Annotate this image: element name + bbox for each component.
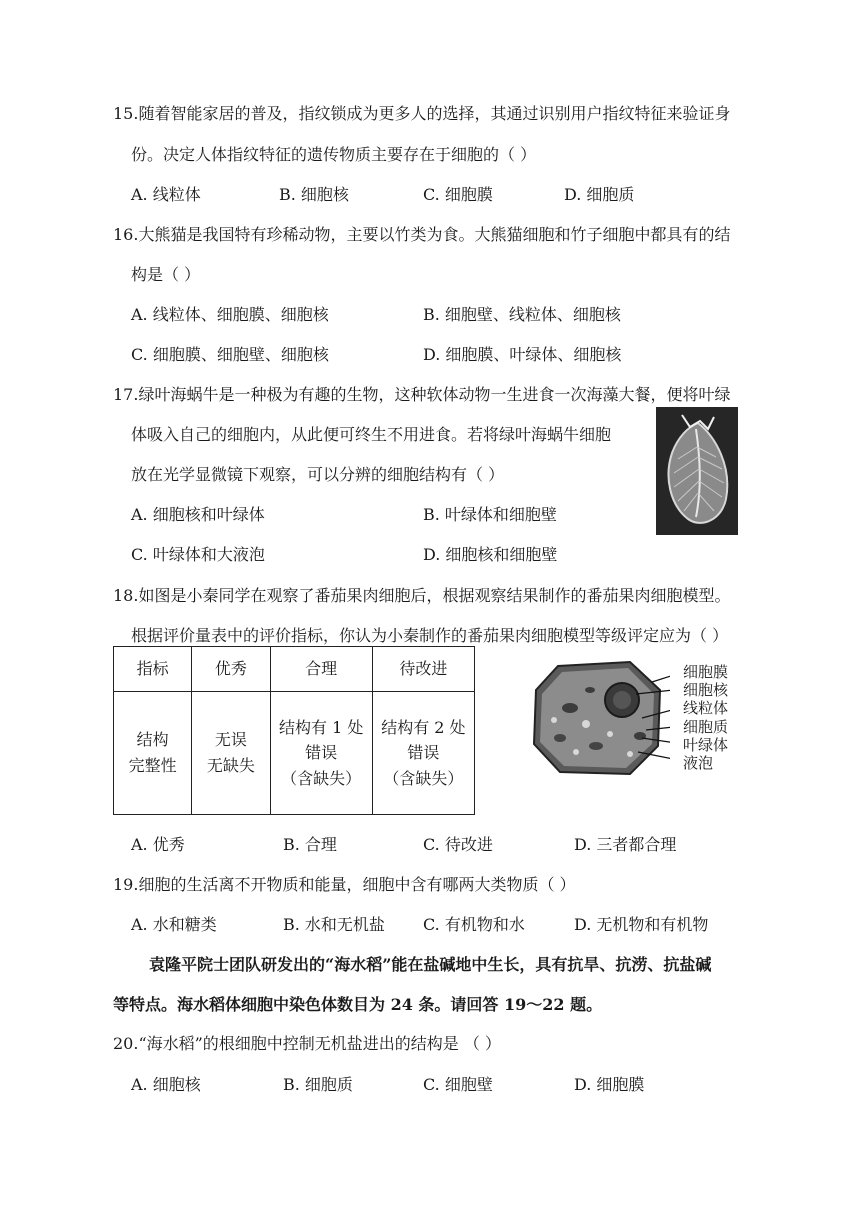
q18-stem-line1: 18.如图是小秦同学在观察了番茄果肉细胞后，根据观察结果制作的番茄果肉细胞模型。 [113, 586, 731, 605]
q17-option-d: D. 细胞核和细胞壁 [423, 545, 558, 564]
q18-stem-line2: 根据评价量表中的评价指标，你认为小秦制作的番茄果肉细胞模型等级评定应为（ ） [131, 626, 729, 645]
q20-option-d: D. 细胞膜 [574, 1075, 645, 1094]
q16-option-c: C. 细胞膜、细胞壁、细胞核 [131, 345, 329, 364]
q15-stem-line1: 15.随着智能家居的普及，指纹锁成为更多人的选择，其通过识别用户指纹特征来验证身 [113, 104, 731, 123]
label-cell-membrane: 细胞膜 [683, 663, 729, 681]
cell-text: 无误 [214, 730, 247, 750]
q20-option-a: A. 细胞核 [131, 1075, 201, 1094]
cell-text: 结构有 1 处 [278, 717, 364, 737]
cell-text: 结构 [136, 730, 169, 750]
q19-option-a: A. 水和糖类 [131, 915, 217, 934]
q18-option-c: C. 待改进 [423, 835, 493, 854]
q18-option-d: D. 三者都合理 [574, 835, 677, 854]
q20-stem: 20.“海水稻”的根细胞中控制无机盐进出的结构是 （ ） [113, 1034, 501, 1053]
q17-option-c: C. 叶绿体和大液泡 [131, 545, 265, 564]
q16-option-b: B. 细胞壁、线粒体、细胞核 [423, 305, 621, 324]
q15-option-a: A. 线粒体 [131, 185, 201, 204]
cell-text: （含缺失） [281, 768, 362, 788]
q17-stem-line2: 体吸入自己的细胞内，从此便可终生不用进食。若将绿叶海蜗牛细胞 [131, 425, 612, 444]
table-header-reasonable: 合理 [270, 647, 372, 692]
q16-option-a: A. 线粒体、细胞膜、细胞核 [131, 305, 329, 324]
q19-option-c: C. 有机物和水 [423, 915, 525, 934]
label-cytoplasm: 细胞质 [683, 718, 729, 736]
q17-stem-line1: 17.绿叶海蜗牛是一种极为有趣的生物，这种软体动物一生进食一次海藻大餐，便将叶绿 [113, 385, 731, 404]
table-cell-improve [372, 692, 474, 815]
cell-text: 结构有 2 处 [381, 717, 466, 737]
q20-option-b: B. 细胞质 [283, 1075, 353, 1094]
q15-stem-line2: 份。决定人体指纹特征的遗传物质主要存在于细胞的（ ） [131, 145, 537, 164]
q16-stem-line1: 16.大熊猫是我国特有珍稀动物，主要以竹类为食。大熊猫细胞和竹子细胞中都具有的结 [113, 225, 731, 244]
cell-text: 无缺失 [206, 756, 255, 775]
label-nucleus: 细胞核 [683, 681, 729, 699]
cell-text: 完整性 [128, 756, 177, 775]
table-cell-excellent [192, 692, 270, 815]
passage-line1: 袁隆平院士团队研发出的“海水稻”能在盐碱地中生长，具有抗旱、抗涝、抗盐碱 [149, 955, 712, 974]
q19-option-b: B. 水和无机盐 [283, 915, 385, 934]
q17-option-b: B. 叶绿体和细胞壁 [423, 505, 557, 524]
q19-stem: 19.细胞的生活离不开物质和能量，细胞中含有哪两大类物质（ ） [113, 875, 576, 894]
sea-slug-photo [656, 407, 738, 535]
label-chloroplast: 叶绿体 [683, 736, 729, 754]
table-header-improve: 待改进 [372, 647, 474, 692]
cell-text: （含缺失） [383, 768, 464, 788]
q17-option-a: A. 细胞核和叶绿体 [131, 505, 265, 524]
table-header-excellent: 优秀 [192, 647, 270, 692]
table-cell-reasonable [270, 692, 372, 815]
evaluation-table [113, 646, 475, 815]
table-cell-indicator [114, 692, 192, 815]
q15-option-b: B. 细胞核 [279, 185, 349, 204]
q15-option-c: C. 细胞膜 [423, 185, 493, 204]
passage-line2: 等特点。海水稻体细胞中染色体数目为 24 条。请回答 19～22 题。 [113, 995, 603, 1014]
label-mitochondria: 线粒体 [683, 699, 729, 717]
cell-text: 错误 [407, 743, 440, 763]
q15-option-d: D. 细胞质 [564, 185, 635, 204]
label-vacuole: 液泡 [683, 754, 714, 772]
q18-option-b: B. 合理 [283, 835, 337, 854]
q17-stem-line3: 放在光学显微镜下观察，可以分辨的细胞结构有（ ） [131, 465, 505, 484]
tomato-cell-model-figure [530, 660, 670, 778]
q16-option-d: D. 细胞膜、叶绿体、细胞核 [423, 345, 622, 364]
table-header-indicator: 指标 [114, 647, 192, 692]
q20-option-c: C. 细胞壁 [423, 1075, 493, 1094]
q16-stem-line2: 构是（ ） [131, 265, 201, 284]
q19-option-d: D. 无机物和有机物 [574, 915, 709, 934]
q18-option-a: A. 优秀 [131, 835, 185, 854]
cell-text: 错误 [305, 743, 338, 763]
